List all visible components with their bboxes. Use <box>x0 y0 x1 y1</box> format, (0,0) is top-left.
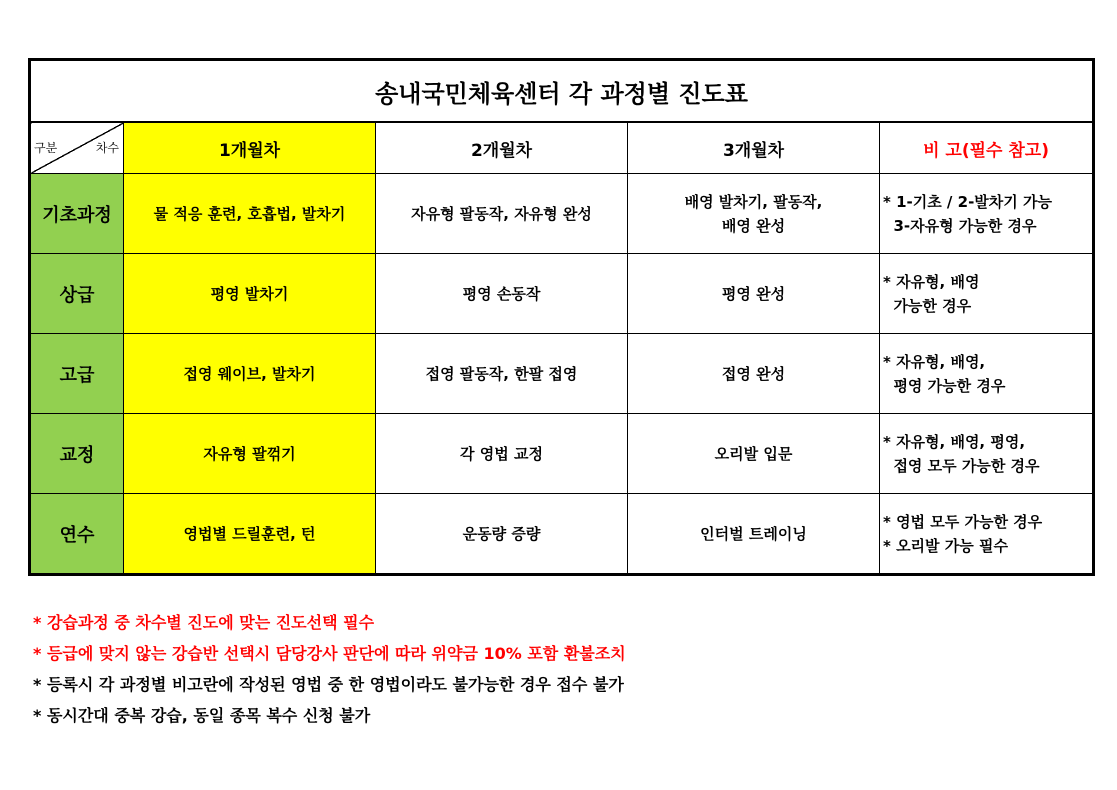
table-row <box>30 334 1094 414</box>
remark-line: * 영법 모두 가능한 경우 <box>883 512 1043 531</box>
month1-cell: 물 적응 훈련, 호흡법, 발차기 <box>124 174 376 254</box>
corner-label-session: 차수 <box>95 141 119 155</box>
remark-line: * 자유형, 배영, <box>883 352 986 371</box>
footnote-list <box>33 607 626 731</box>
page-title: 송내국민체육센터 각 과정별 진도표 <box>30 60 1094 123</box>
remark-cell <box>880 334 1094 414</box>
corner-header-cell <box>30 122 124 174</box>
month3-cell: 오리발 입문 <box>628 414 880 494</box>
month3-line: 배영 완성 <box>721 216 786 235</box>
month2-cell: 접영 팔동작, 한팔 접영 <box>376 334 628 414</box>
category-cell: 상급 <box>30 254 124 334</box>
remark-cell <box>880 494 1094 575</box>
corner-label-category: 구분 <box>34 141 58 155</box>
remark-line: * 자유형, 배영 <box>883 272 980 291</box>
footnote-item: * 등급에 맞지 않는 강습반 선택시 담당강사 판단에 따라 위약금 10% 포함 환불조치 <box>33 644 626 663</box>
remark-line: * 자유형, 배영, 평영, <box>883 432 1026 451</box>
header-month1: 1개월차 <box>124 122 376 174</box>
month2-cell: 평영 손동작 <box>376 254 628 334</box>
remark-cell <box>880 174 1094 254</box>
month1-cell: 자유형 팔꺾기 <box>124 414 376 494</box>
month3-line: 배영 발차기, 팔동작, <box>684 192 823 211</box>
category-cell: 교정 <box>30 414 124 494</box>
month2-cell: 자유형 팔동작, 자유형 완성 <box>376 174 628 254</box>
footnote-item: * 등록시 각 과정별 비고란에 작성된 영법 중 한 영법이라도 불가능한 경우 접수 불가 <box>33 675 624 694</box>
table-row <box>30 494 1094 575</box>
category-cell: 기초과정 <box>30 174 124 254</box>
footnote-item: * 강습과정 중 차수별 진도에 맞는 진도선택 필수 <box>33 613 375 632</box>
month3-cell: 접영 완성 <box>628 334 880 414</box>
table-row <box>30 414 1094 494</box>
table-row <box>30 254 1094 334</box>
month1-cell: 영법별 드릴훈련, 턴 <box>124 494 376 575</box>
remark-line: 가능한 경우 <box>883 296 972 315</box>
remark-line: 3-자유형 가능한 경우 <box>883 216 1037 235</box>
month3-cell <box>628 174 880 254</box>
header-month2: 2개월차 <box>376 122 628 174</box>
month2-cell: 각 영법 교정 <box>376 414 628 494</box>
remark-cell <box>880 414 1094 494</box>
month2-cell: 운동량 증량 <box>376 494 628 575</box>
header-row <box>30 122 1094 174</box>
header-month3: 3개월차 <box>628 122 880 174</box>
progress-table <box>28 58 1095 576</box>
month1-cell: 접영 웨이브, 발차기 <box>124 334 376 414</box>
table-row <box>30 174 1094 254</box>
header-remarks: 비 고(필수 참고) <box>880 122 1094 174</box>
footnote-item: * 동시간대 중복 강습, 동일 종목 복수 신청 불가 <box>33 706 371 725</box>
remark-line: 접영 모두 가능한 경우 <box>883 456 1040 475</box>
remark-line: * 오리발 가능 필수 <box>883 536 1008 555</box>
remark-line: * 1-기초 / 2-발차기 가능 <box>883 192 1052 211</box>
month3-cell: 평영 완성 <box>628 254 880 334</box>
remark-cell <box>880 254 1094 334</box>
month1-cell: 평영 발차기 <box>124 254 376 334</box>
category-cell: 고급 <box>30 334 124 414</box>
month3-cell: 인터벌 트레이닝 <box>628 494 880 575</box>
category-cell: 연수 <box>30 494 124 575</box>
remark-line: 평영 가능한 경우 <box>883 376 1006 395</box>
